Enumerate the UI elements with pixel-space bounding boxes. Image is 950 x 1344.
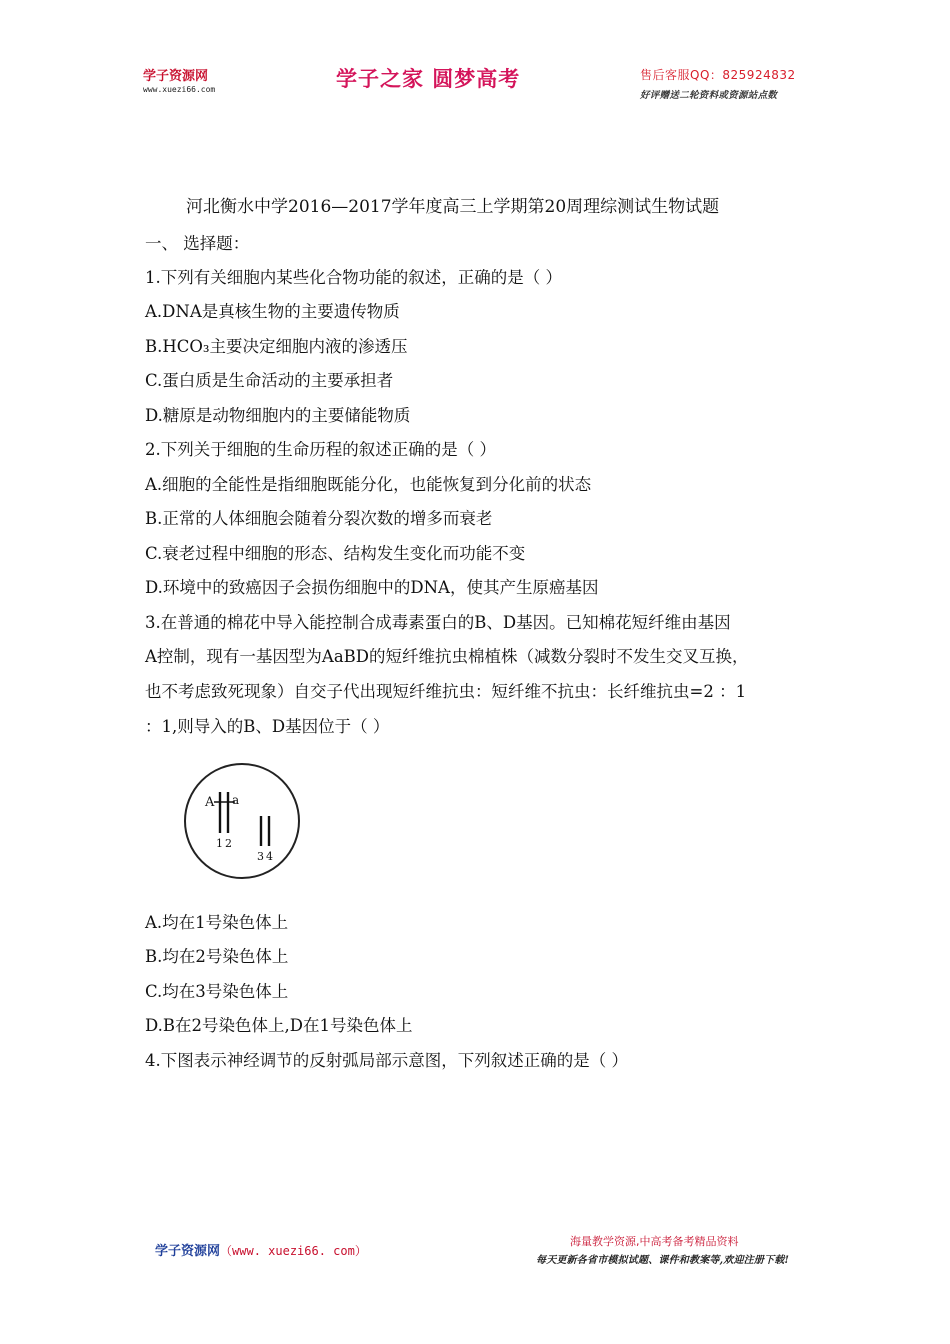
cell-outline [185,764,299,878]
q3-option-d: D.B在2号染色体上,D在1号染色体上 [145,1016,413,1035]
header-logo[interactable] [143,65,215,94]
chrom-label-1: 1 [216,837,223,850]
question-2: 2.下列关于细胞的生命历程的叙述正确的是（ ） [145,440,496,459]
chrom-label-3: 3 [257,850,264,863]
gene-label-A: A [205,795,215,810]
q2-option-a: A.细胞的全能性是指细胞既能分化，也能恢复到分化前的状态 [145,475,592,494]
header-slogan: 学子之家 圆梦高考 [336,67,521,91]
q3-option-b: B.均在2号染色体上 [145,947,289,966]
footer-logo-text: 学子资源网 [155,1244,221,1259]
header-note: 好评赠送二轮资料或资源站点数 [640,90,778,101]
section-heading: 一、 选择题： [145,234,250,253]
chromosome-diagram [183,762,301,880]
q2-option-d: D.环境中的致癌因子会损伤细胞中的DNA，使其产生原癌基因 [145,578,599,597]
question-4: 4.下图表示神经调节的反射弧局部示意图，下列叙述正确的是（ ） [145,1051,628,1070]
gene-label-a: a [232,793,240,807]
q1-option-a: A.DNA是真核生物的主要遗传物质 [145,302,400,321]
logo-text: 学子资源网 [143,69,209,84]
q2-option-c: C.衰老过程中细胞的形态、结构发生变化而功能不变 [145,544,526,563]
qq-number: 825924832 [722,68,796,82]
q2-option-b: B.正常的人体细胞会随着分裂次数的增多而衰老 [145,509,493,528]
qq-contact [640,66,796,83]
question-1: 1.下列有关细胞内某些化合物功能的叙述，正确的是（ ） [145,268,562,287]
chrom-label-4: 4 [266,850,273,863]
q3-option-c: C.均在3号染色体上 [145,982,289,1001]
footer-promo [536,1233,816,1266]
qq-label: 售后客服QQ： [640,68,723,82]
question-3-line-2: A控制，现有一基因型为AaBD的短纤维抗虫棉植株（减数分裂时不发生交叉互换， [145,647,749,666]
logo-url: www.xuezi66.com [143,85,216,94]
question-3-line-3: 也不考虑致死现象）自交子代出现短纤维抗虫：短纤维不抗虫：长纤维抗虫=2 ：1 [145,682,747,701]
question-3-line-1: 3.在普通的棉花中导入能控制合成毒素蛋白的B、D基因。已知棉花短纤维由基因 [145,613,731,632]
document-title: 河北衡水中学2016—2017学年度高三上学期第20周理综测试生物试题 [186,197,720,217]
q1-option-b: B.HCO₃主要决定细胞内液的渗透压 [145,337,408,356]
question-3-line-4: ：1,则导入的B、D基因位于（ ） [145,717,390,736]
chrom-label-2: 2 [225,837,232,850]
header-contact [640,66,796,101]
footer-logo[interactable] [155,1240,367,1259]
q3-option-a: A.均在1号染色体上 [145,913,289,932]
footer-logo-url: （www. xuezi66. com） [220,1244,367,1258]
q1-option-d: D.糖原是动物细胞内的主要储能物质 [145,406,411,425]
q1-option-c: C.蛋白质是生命活动的主要承担者 [145,371,394,390]
footer-promo-line-2: 每天更新各省市模拟试题、课件和教案等,欢迎注册下载! [536,1255,790,1266]
footer-promo-line-1: 海量教学资源,中高考备考精品资料 [570,1235,739,1248]
